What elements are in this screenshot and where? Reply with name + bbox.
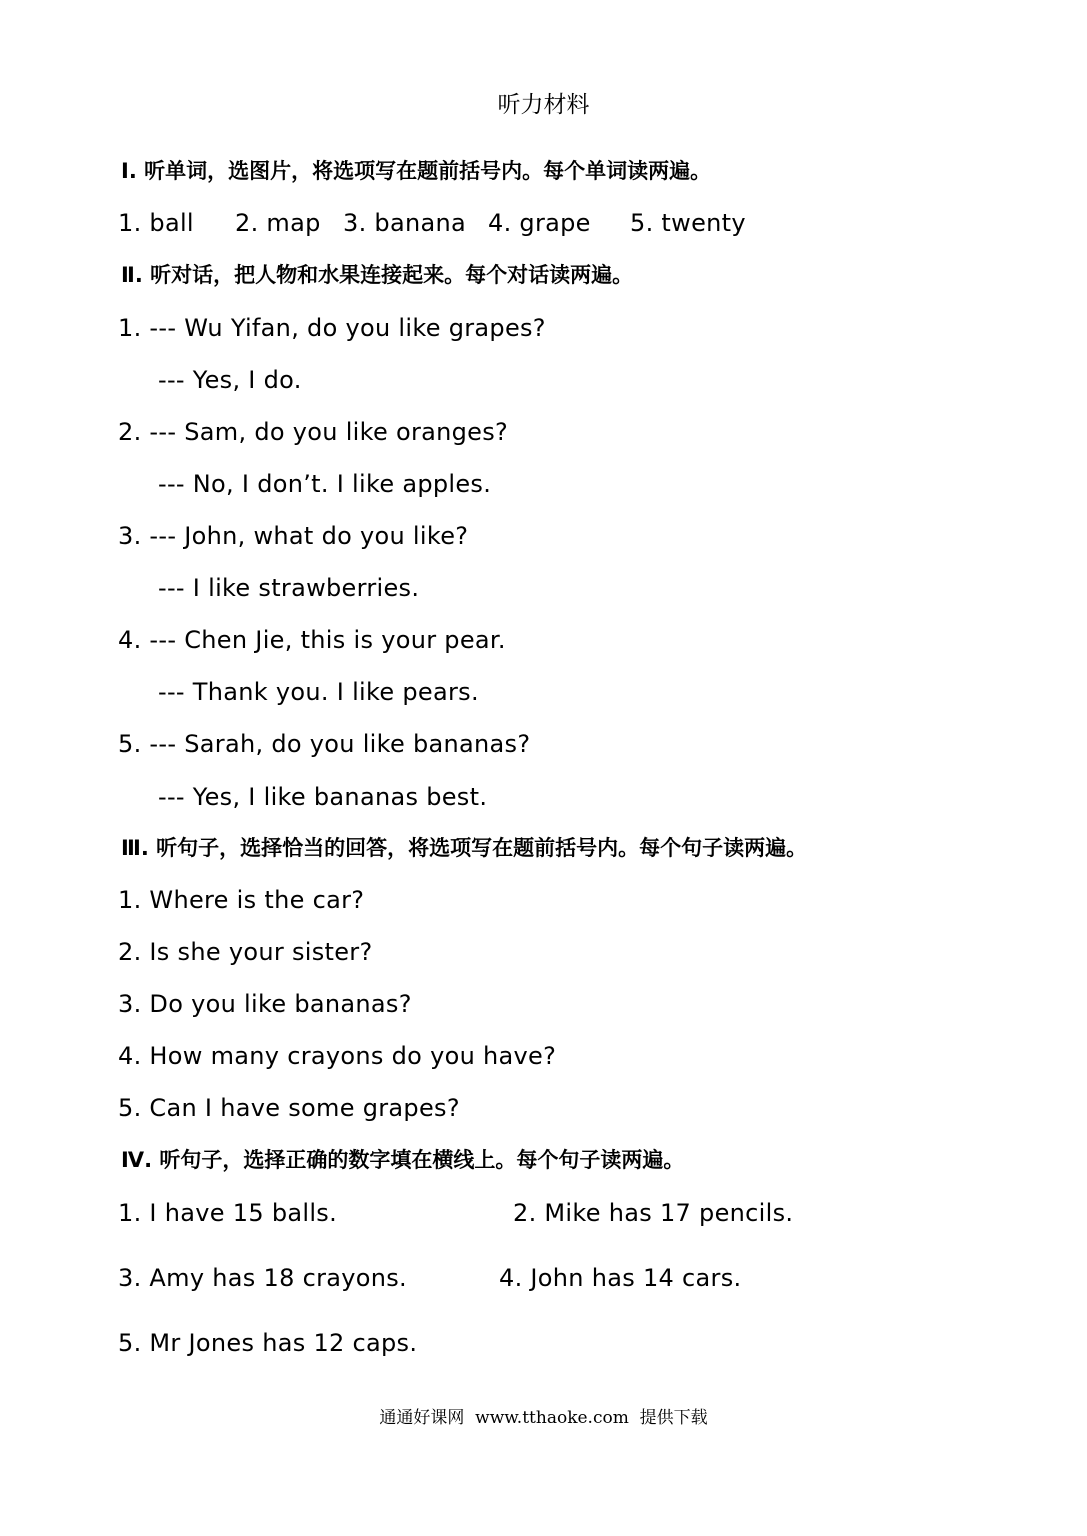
sentence-line: 2. Is she your sister? — [118, 938, 373, 966]
dialog-line: 4. --- Chen Jie, this is your pear. — [118, 626, 506, 654]
section-2-heading: Ⅱ. 听对话，把人物和水果连接起来。每个对话读两遍。 — [121, 263, 634, 287]
word-3: 3. banana — [343, 209, 467, 237]
sentence-line: 1. Where is the car? — [118, 886, 365, 914]
dialog-line: 3. --- John, what do you like? — [118, 522, 469, 550]
dialog-line: 5. --- Sarah, do you like bananas? — [118, 730, 531, 758]
section-4-heading: Ⅳ. 听句子，选择正确的数字填在横线上。每个句子读两遍。 — [121, 1148, 685, 1172]
dialog-line: --- Yes, I do. — [158, 366, 302, 394]
sentence-line: 5. Can I have some grapes? — [118, 1094, 460, 1122]
footer-credit: 通通好课网 www.tthaoke.com 提供下载 — [379, 1408, 708, 1428]
section-3-heading: Ⅲ. 听句子，选择恰当的回答，将选项写在题前括号内。每个句子读两遍。 — [121, 836, 808, 860]
word-1: 1. ball — [118, 209, 194, 237]
sentence-line: 3. Do you like bananas? — [118, 990, 412, 1018]
number-sentence: 2. Mike has 17 pencils. — [513, 1199, 794, 1227]
word-2: 2. map — [235, 209, 321, 237]
number-sentence: 3. Amy has 18 crayons. — [118, 1264, 407, 1292]
dialog-line: --- Thank you. I like pears. — [158, 678, 479, 706]
section-1-heading: Ⅰ. 听单词，选图片，将选项写在题前括号内。每个单词读两遍。 — [121, 159, 712, 183]
number-sentence: 5. Mr Jones has 12 caps. — [118, 1329, 418, 1357]
dialog-line: 1. --- Wu Yifan, do you like grapes? — [118, 314, 546, 342]
page-title: 听力材料 — [497, 92, 590, 118]
dialog-line: --- No, I don’t. I like apples. — [158, 470, 492, 498]
dialog-line: --- Yes, I like bananas best. — [158, 783, 488, 811]
dialog-line: --- I like strawberries. — [158, 574, 420, 602]
number-sentence: 4. John has 14 cars. — [499, 1264, 742, 1292]
number-sentence: 1. I have 15 balls. — [118, 1199, 338, 1227]
word-4: 4. grape — [488, 209, 591, 237]
dialog-line: 2. --- Sam, do you like oranges? — [118, 418, 509, 446]
word-5: 5. twenty — [630, 209, 746, 237]
sentence-line: 4. How many crayons do you have? — [118, 1042, 557, 1070]
